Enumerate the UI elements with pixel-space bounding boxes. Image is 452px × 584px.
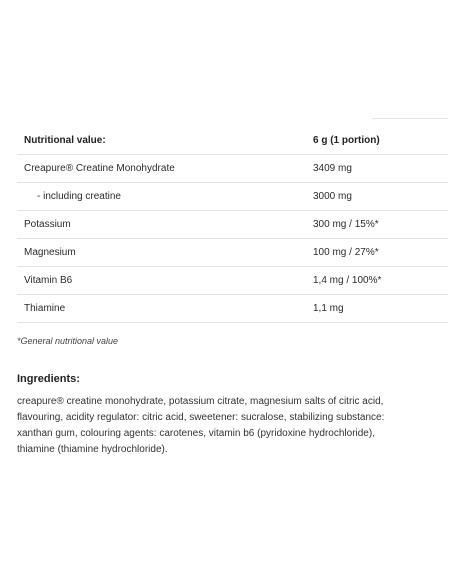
nutrition-header-row — [17, 127, 448, 155]
ingredients-heading: Ingredients: — [17, 373, 80, 385]
nutrient-value: 3409 mg — [306, 155, 448, 183]
table-row — [17, 267, 448, 295]
nutrient-value: 3000 mg — [306, 183, 448, 211]
nutrient-name: - including creatine — [17, 183, 306, 211]
table-row — [17, 295, 448, 323]
ingredients-line: xanthan gum, colouring agents: carotenes, vitamin b6 (pyridoxine hydrochloride), — [17, 428, 375, 439]
nutrition-table — [17, 127, 448, 323]
nutrient-value: 300 mg / 15%* — [306, 211, 448, 239]
nutrient-name: Creapure® Creatine Monohydrate — [17, 155, 306, 183]
nutrient-name: Potassium — [17, 211, 306, 239]
nutrition-footnote: *General nutritional value — [17, 336, 119, 346]
nutrition-header-name: Nutritional value: — [17, 127, 306, 155]
ingredients-text — [17, 394, 437, 458]
nutrition-header-value: 6 g (1 portion) — [306, 127, 448, 155]
nutrient-name: Vitamin B6 — [17, 267, 306, 295]
table-row — [17, 155, 448, 183]
nutrient-name: Thiamine — [17, 295, 306, 323]
nutrient-value: 100 mg / 27%* — [306, 239, 448, 267]
nutrient-name: Magnesium — [17, 239, 306, 267]
nutrient-value: 1,1 mg — [306, 295, 448, 323]
table-row — [17, 211, 448, 239]
ingredients-line: flavouring, acidity regulator: citric acid, sweetener: sucralose, stabilizing substance: — [17, 412, 385, 423]
nutrient-value: 1,4 mg / 100%* — [306, 267, 448, 295]
table-row — [17, 239, 448, 267]
ingredients-line: thiamine (thiamine hydrochloride). — [17, 444, 168, 455]
top-divider — [372, 118, 448, 119]
table-row — [17, 183, 448, 211]
ingredients-line: creapure® creatine monohydrate, potassium citrate, magnesium salts of citric acid, — [17, 396, 384, 407]
